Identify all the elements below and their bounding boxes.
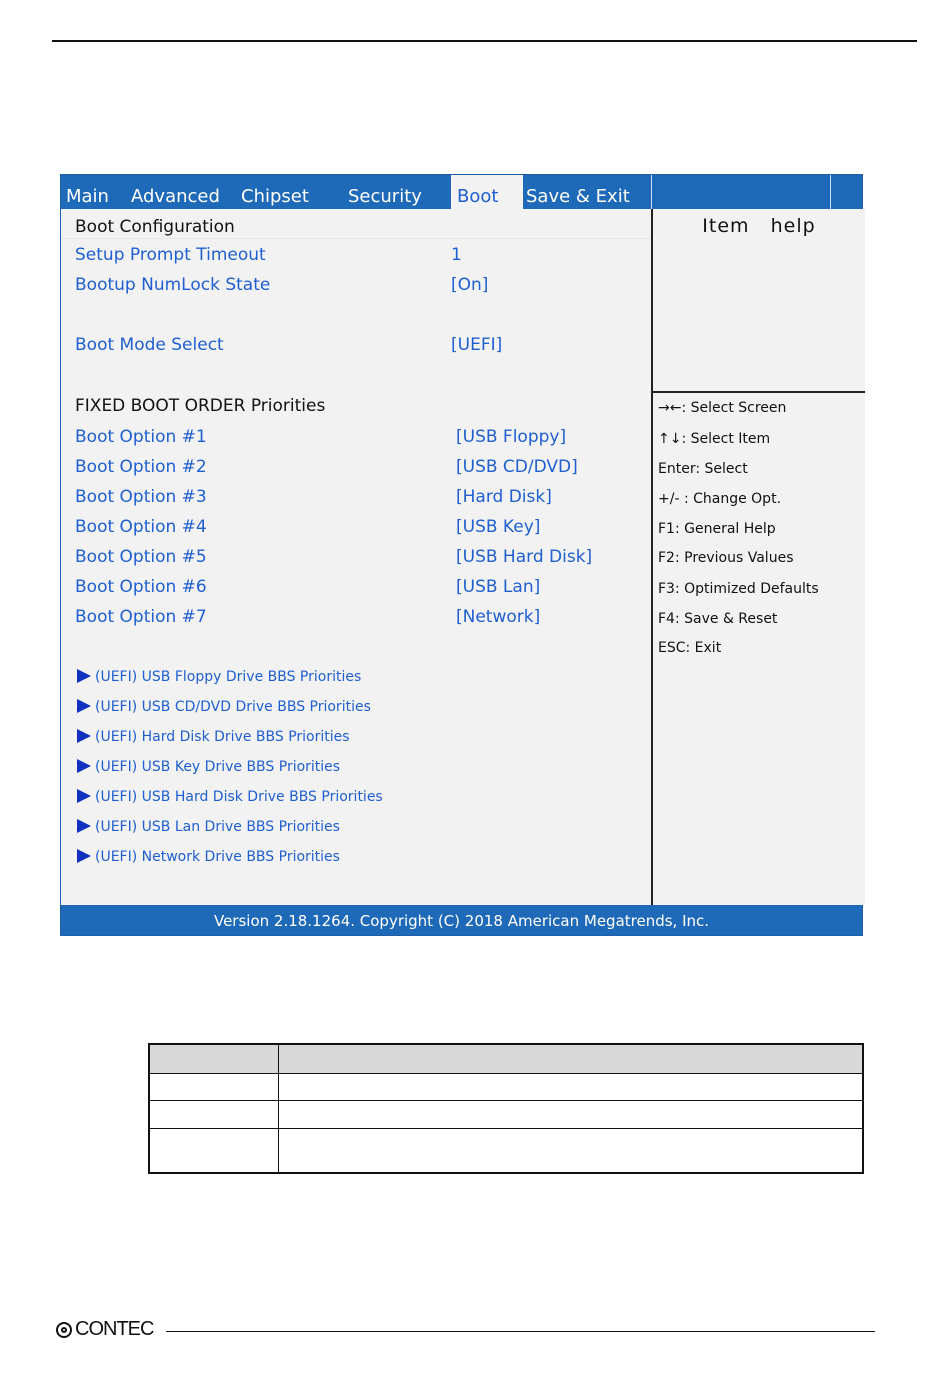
key-hint-f3: F3: Optimized Defaults: [658, 581, 819, 597]
boot-option-7-row[interactable]: [75, 607, 207, 627]
submenu-label: (UEFI) USB Key Drive BBS Priorities: [95, 759, 341, 775]
tab-security[interactable]: Security: [348, 186, 422, 207]
boot-option-5-row[interactable]: [75, 547, 207, 567]
submenu-usb-lan-priorities[interactable]: [77, 819, 340, 835]
boot-option-6-row[interactable]: [75, 577, 207, 597]
contec-logo: [56, 1318, 153, 1341]
setup-prompt-timeout-value[interactable]: 1: [451, 245, 462, 265]
table-header-row: [150, 1045, 862, 1074]
bootup-numlock-state-row[interactable]: [75, 275, 270, 295]
setup-prompt-timeout-row[interactable]: [75, 245, 266, 265]
boot-option-2-row[interactable]: [75, 457, 207, 477]
tab-save-exit[interactable]: Save & Exit: [526, 186, 630, 207]
menu-divider: [651, 175, 652, 209]
boot-configuration-heading: [75, 217, 235, 237]
boot-mode-select-row[interactable]: [75, 335, 224, 355]
menu-divider: [830, 175, 831, 209]
tab-advanced[interactable]: Advanced: [131, 186, 220, 207]
submenu-label: (UEFI) USB Floppy Drive BBS Priorities: [95, 669, 362, 685]
table-column-divider: [278, 1045, 279, 1172]
key-hint-change-opt: +/- : Change Opt.: [658, 491, 782, 507]
boot-option-label: Boot Option #1: [75, 427, 207, 447]
tab-chipset[interactable]: Chipset: [241, 186, 309, 207]
boot-option-label: Boot Option #4: [75, 517, 207, 537]
row-divider: [61, 238, 651, 239]
key-hint-select-item: ↑↓: Select Item: [658, 431, 771, 447]
menu-bar: [61, 175, 862, 209]
contec-logo-text: CONTEC: [75, 1318, 154, 1340]
section-title: Boot Configuration: [75, 217, 235, 237]
submenu-usb-hard-disk-priorities[interactable]: [77, 789, 383, 805]
page-top-rule: [52, 40, 917, 42]
submenu-usb-cddvd-priorities[interactable]: [77, 699, 371, 715]
submenu-arrow-icon: [77, 669, 91, 683]
key-hint-f2: F2: Previous Values: [658, 550, 794, 566]
contec-logo-icon: [56, 1322, 72, 1338]
settings-pane: [61, 209, 651, 905]
boot-option-4-value[interactable]: [USB Key]: [456, 517, 541, 537]
key-hint-f4: F4: Save & Reset: [658, 611, 778, 627]
submenu-arrow-icon: [77, 789, 91, 803]
bootup-numlock-state-value[interactable]: [On]: [451, 275, 489, 295]
tab-main[interactable]: Main: [66, 186, 109, 207]
bootup-numlock-state-label: Bootup NumLock State: [75, 275, 271, 295]
help-separator: [653, 391, 865, 393]
item-help-title: [653, 215, 865, 237]
fixed-boot-order-title: FIXED BOOT ORDER Priorities: [75, 396, 326, 416]
submenu-arrow-icon: [77, 759, 91, 773]
description-table: [148, 1043, 864, 1174]
boot-option-1-value[interactable]: [USB Floppy]: [456, 427, 567, 447]
footer-rule: [166, 1331, 875, 1332]
submenu-usb-floppy-priorities[interactable]: [77, 669, 361, 685]
boot-mode-select-label: Boot Mode Select: [75, 335, 224, 355]
submenu-label: (UEFI) USB CD/DVD Drive BBS Priorities: [95, 699, 371, 715]
boot-option-label: Boot Option #3: [75, 487, 207, 507]
boot-option-3-value[interactable]: [Hard Disk]: [456, 487, 552, 507]
boot-option-label: Boot Option #6: [75, 577, 207, 597]
key-hint-enter: Enter: Select: [658, 461, 748, 477]
item-help-pane: [651, 209, 865, 905]
submenu-network-priorities[interactable]: [77, 849, 340, 865]
submenu-label: (UEFI) USB Hard Disk Drive BBS Priorities: [95, 789, 383, 805]
table-row-divider: [150, 1100, 862, 1101]
tab-boot[interactable]: Boot: [451, 175, 523, 209]
submenu-label: (UEFI) USB Lan Drive BBS Priorities: [95, 819, 340, 835]
boot-option-4-row[interactable]: [75, 517, 207, 537]
boot-option-5-value[interactable]: [USB Hard Disk]: [456, 547, 593, 567]
boot-option-7-value[interactable]: [Network]: [456, 607, 541, 627]
fixed-boot-order-heading: [75, 396, 325, 416]
submenu-label: (UEFI) Hard Disk Drive BBS Priorities: [95, 729, 350, 745]
setup-prompt-timeout-label: Setup Prompt Timeout: [75, 245, 266, 265]
table-row-divider: [150, 1128, 862, 1129]
boot-option-2-value[interactable]: [USB CD/DVD]: [456, 457, 578, 477]
submenu-arrow-icon: [77, 849, 91, 863]
key-hint-esc: ESC: Exit: [658, 640, 722, 656]
boot-option-3-row[interactable]: [75, 487, 207, 507]
submenu-arrow-icon: [77, 729, 91, 743]
boot-mode-select-value[interactable]: [UEFI]: [451, 335, 503, 355]
submenu-arrow-icon: [77, 819, 91, 833]
item-help-title-text: Item help: [702, 215, 816, 237]
version-status-bar: Version 2.18.1264. Copyright (C) 2018 American Megatrends, Inc.: [61, 905, 862, 935]
submenu-usb-key-priorities[interactable]: [77, 759, 340, 775]
submenu-hard-disk-priorities[interactable]: [77, 729, 350, 745]
boot-option-label: Boot Option #2: [75, 457, 207, 477]
submenu-label: (UEFI) Network Drive BBS Priorities: [95, 849, 340, 865]
boot-option-label: Boot Option #7: [75, 607, 207, 627]
bios-setup-window: [60, 174, 863, 936]
boot-option-1-row[interactable]: [75, 427, 207, 447]
boot-option-label: Boot Option #5: [75, 547, 207, 567]
submenu-arrow-icon: [77, 699, 91, 713]
key-hint-select-screen: →←: Select Screen: [658, 400, 787, 416]
boot-option-6-value[interactable]: [USB Lan]: [456, 577, 541, 597]
key-hint-f1: F1: General Help: [658, 521, 776, 537]
